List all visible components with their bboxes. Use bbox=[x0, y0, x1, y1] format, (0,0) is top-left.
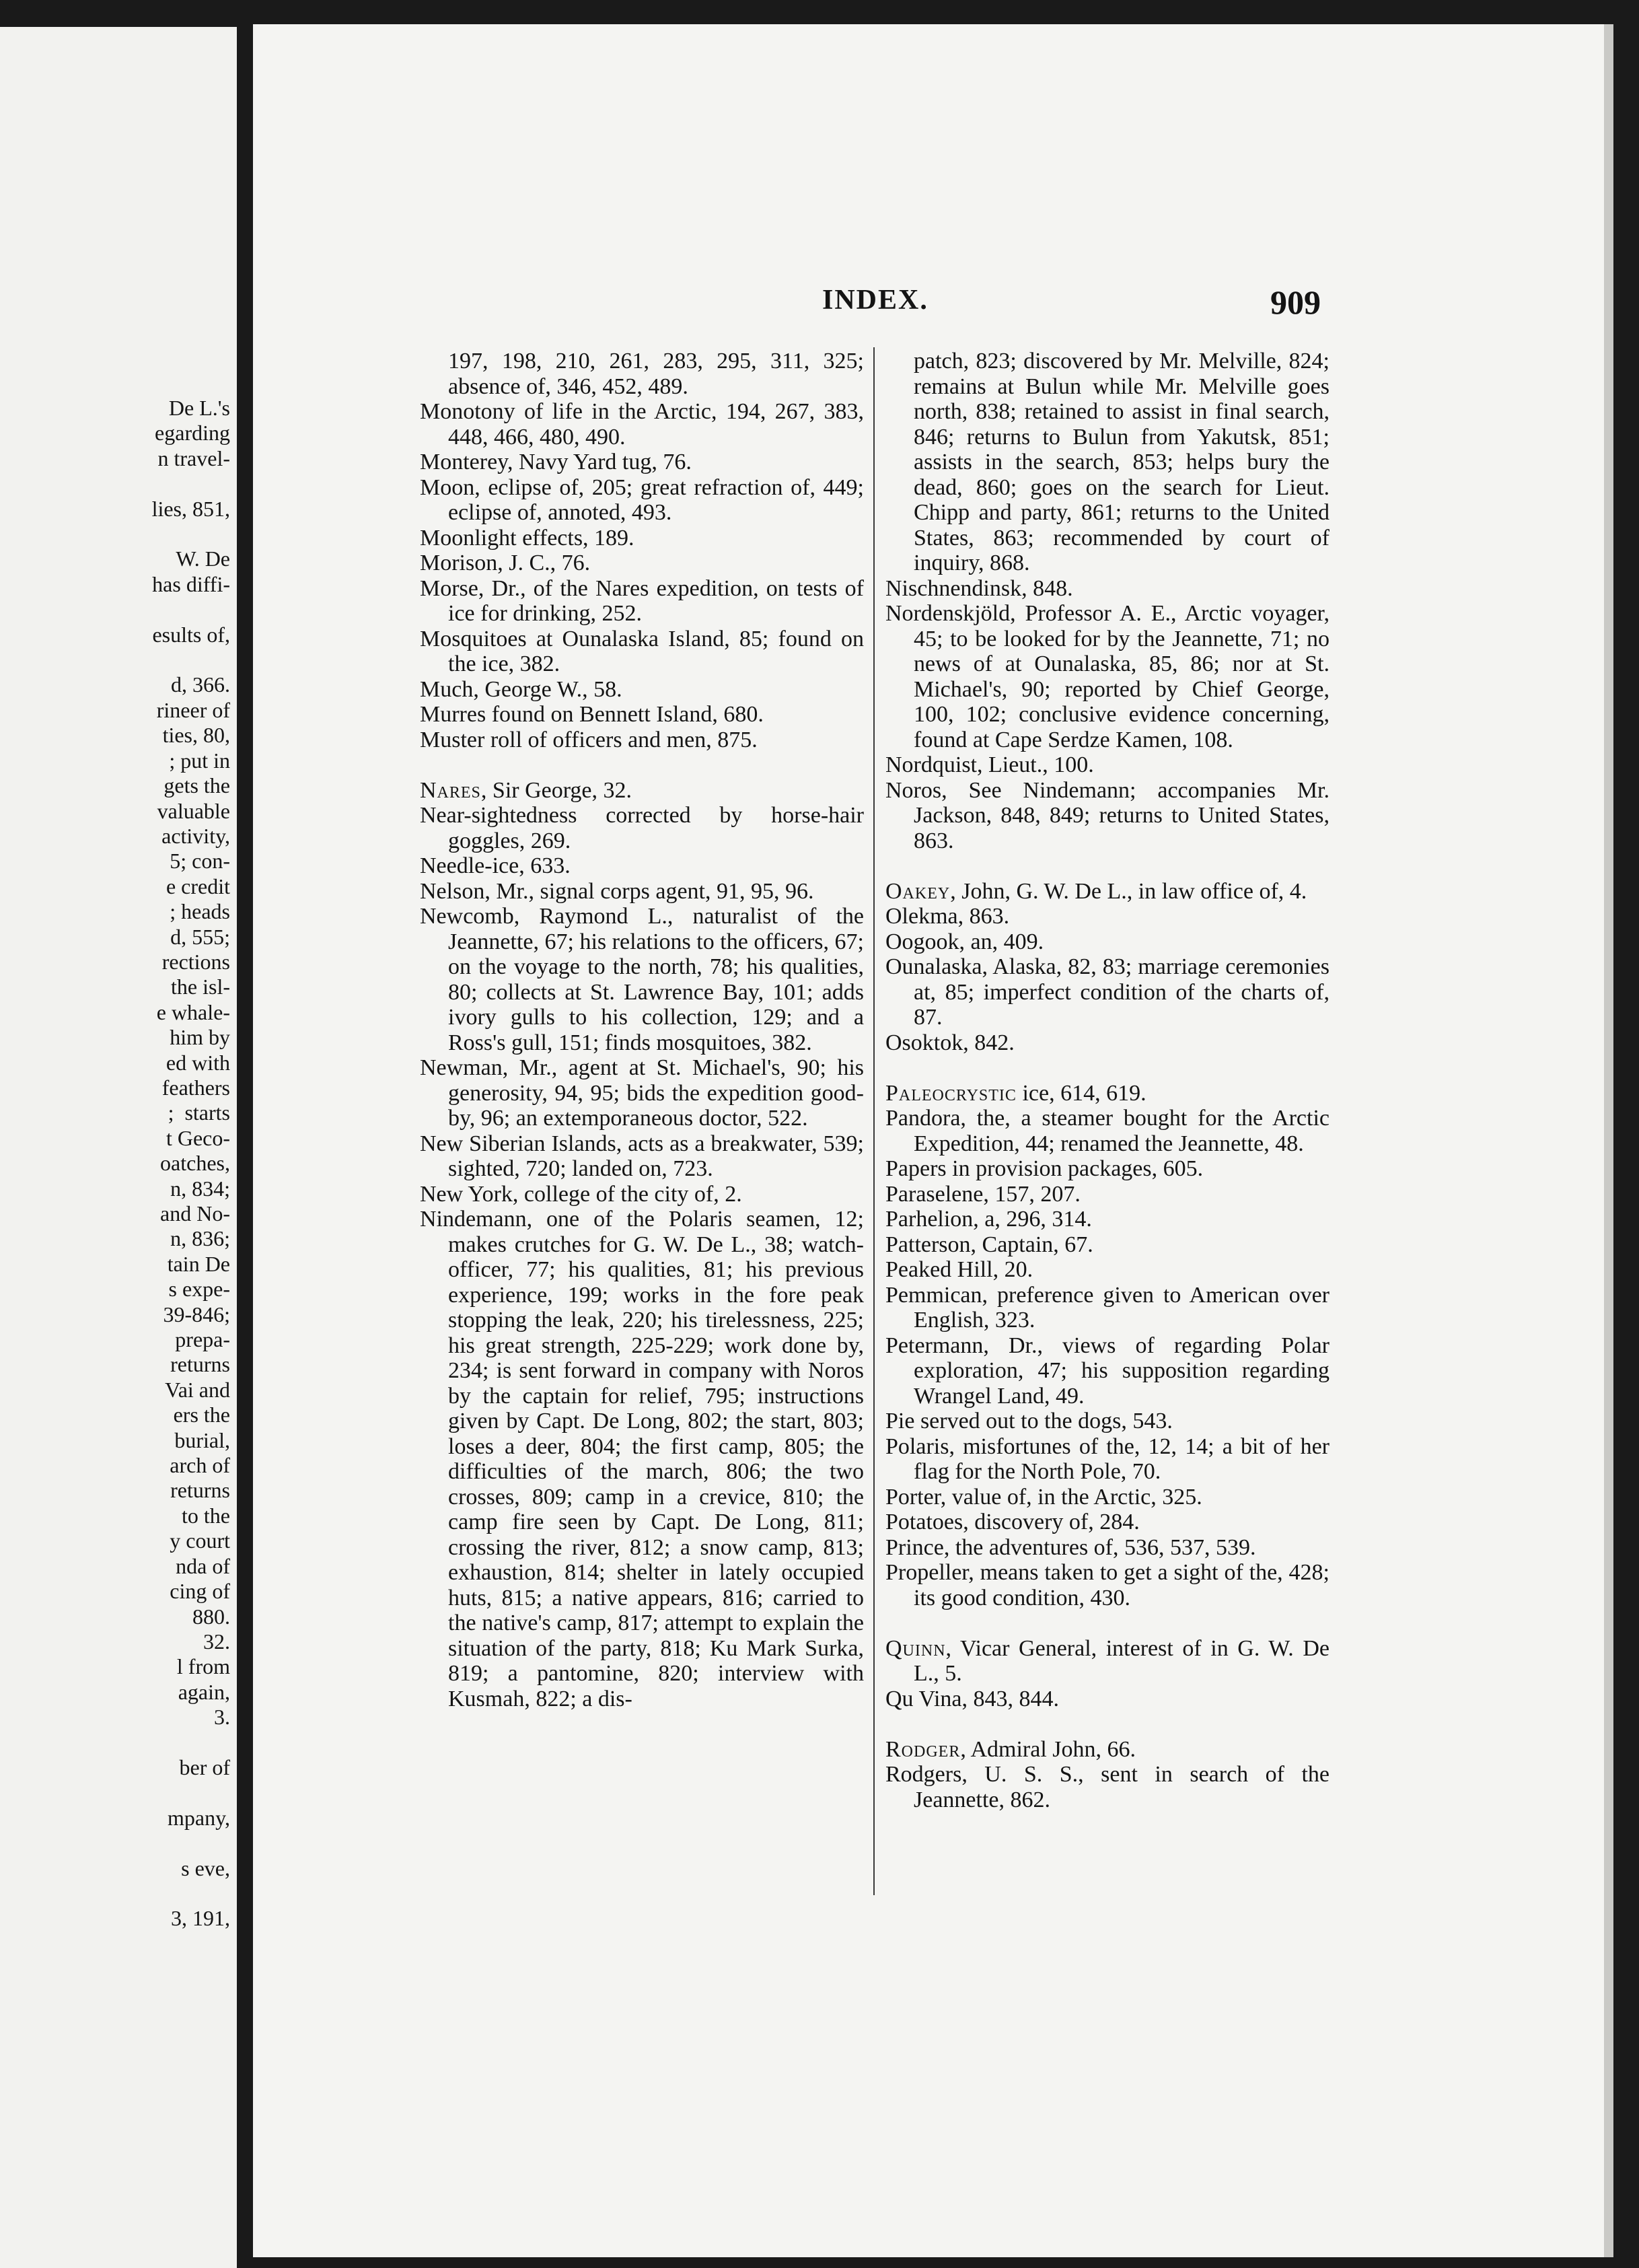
page-title: INDEX. bbox=[822, 285, 928, 316]
entry-heading: Rodger bbox=[885, 1736, 961, 1762]
index-entry: Mosquitoes at Ounalaska Island, 85; found on the ice, 382. bbox=[420, 626, 864, 676]
index-entry: Morse, Dr., of the Nares expedition, on tests of ice for drinking, 252. bbox=[420, 575, 864, 626]
section-gap bbox=[885, 1711, 1330, 1737]
section-gap bbox=[420, 752, 864, 778]
index-entry: Potatoes, discovery of, 284. bbox=[885, 1510, 1140, 1534]
index-entry: Nordquist, Lieut., 100. bbox=[885, 752, 1094, 777]
index-entry bbox=[885, 1737, 1330, 1763]
index-entry: Pie served out to the dogs, 543. bbox=[885, 1409, 1173, 1433]
entry-text: ice, 614, 619. bbox=[1016, 1080, 1146, 1106]
index-entry: Nindemann, one of the Polaris seamen, 12; makes crutches for G. W. De L., 38; watch-officer, 77; his qualities, 81; his previous experience, 199; works in the fore peak stopping the leak, 220; his tirelessness, 225; his great strength, 225-229; work done by, 234; is sent forward in company with Noros by the captain for relief, 795; instructions given by Capt. De Long, 802; the start, 803; loses a deer, 804; the first camp, 805; the difficulties of the march, 806; the two crosses, 809; camp in a crevice, 810; the camp fire seen by Capt. De Long, 811; crossing the river, 812; a snow camp, 813; exhaustion, 814; shelter in lately occupied huts, 815; a native appears, 816; carried to the native's camp, 817; attempt to explain the situation of the party, 818; Ku Mark Surka, 819; a pantomine, 820; interview with Kusmah, 822; a dis- bbox=[420, 1207, 864, 1711]
index-entry: Qu Vina, 843, 844. bbox=[885, 1686, 1059, 1711]
index-entry: Monotony of life in the Arctic, 194, 267, 383, 448, 466, 480, 490. bbox=[420, 399, 864, 450]
index-entry: Nischnendinsk, 848. bbox=[885, 575, 1073, 601]
index-entry: 197, 198, 210, 261, 283, 295, 311, 325; absence of, 346, 452, 489. bbox=[448, 349, 864, 399]
index-entry: Nordenskjöld, Professor A. E., Arctic voyager, 45; to be looked for by the Jeannette, 71; no news of at Ounalaska, 85, 86; nor at St. Michael's, 90; reported by Chief George, 100, 102; conclusive evidence concerning, found at Cape Serdze Kamen, 108. bbox=[885, 601, 1330, 752]
index-entry: Petermann, Dr., views of regarding Polar exploration, 47; his supposition regarding Wrangel Land, 49. bbox=[885, 1333, 1330, 1409]
index-entry: Olekma, 863. bbox=[885, 904, 1010, 929]
index-entry bbox=[885, 1636, 1330, 1687]
entry-text: , Admiral John, 66. bbox=[960, 1736, 1136, 1762]
entry-text: , Vicar General, interest of in G. W. De L., 5. bbox=[914, 1635, 1330, 1686]
entry-heading: Oakey bbox=[885, 878, 951, 904]
index-entry bbox=[420, 778, 864, 804]
index-entry: Parhelion, a, 296, 314. bbox=[885, 1207, 1092, 1232]
index-entry: Murres found on Bennett Island, 680. bbox=[420, 702, 764, 727]
index-entry bbox=[885, 1081, 1330, 1106]
index-column-left bbox=[420, 349, 864, 1711]
section-gap bbox=[885, 853, 1330, 879]
index-entry bbox=[885, 879, 1330, 905]
left-page-edge bbox=[0, 27, 237, 2268]
index-entry: Rodgers, U. S. S., sent in search of the Jeannette, 862. bbox=[885, 1762, 1330, 1812]
index-entry: Nelson, Mr., signal corps agent, 91, 95, 96. bbox=[420, 878, 814, 904]
index-entry: patch, 823; discovered by Mr. Melville, 824; remains at Bulun while Mr. Melville goes north, 838; retained to assist in final search, 846; returns to Bulun from Yakutsk, 851; assists in the search, 853; helps bury the dead, 860; goes on the search for Lieut. Chipp and party, 861; returns to the United States, 863; recommended by court of inquiry, 868. bbox=[914, 349, 1330, 575]
index-entry: Oogook, an, 409. bbox=[885, 929, 1044, 954]
index-entry: Ounalaska, Alaska, 82, 83; marriage ceremonies at, 85; imperfect condition of the charts of, 87. bbox=[885, 954, 1330, 1030]
index-entry: Monterey, Navy Yard tug, 76. bbox=[420, 450, 692, 474]
index-entry: Peaked Hill, 20. bbox=[885, 1257, 1033, 1282]
entry-text: , John, G. W. De L., in law office of, 4. bbox=[950, 878, 1307, 904]
index-entry: Papers in provision packages, 605. bbox=[885, 1156, 1204, 1181]
entry-heading: Quinn bbox=[885, 1635, 946, 1661]
entry-heading: Paleocrystic bbox=[885, 1080, 1017, 1106]
index-entry: New York, college of the city of, 2. bbox=[420, 1181, 742, 1207]
column-divider bbox=[873, 347, 875, 1895]
index-entry: Morison, J. C., 76. bbox=[420, 551, 591, 575]
index-entry: Propeller, means taken to get a sight of the, 428; its good condition, 430. bbox=[885, 1560, 1330, 1610]
index-entry: Moon, eclipse of, 205; great refraction of, 449; eclipse of, annoted, 493. bbox=[420, 474, 864, 525]
index-entry: Muster roll of officers and men, 875. bbox=[420, 727, 758, 752]
section-gap bbox=[885, 1610, 1330, 1636]
index-entry: Pemmican, preference given to American over English, 323. bbox=[885, 1282, 1330, 1333]
index-entry: Osoktok, 842. bbox=[885, 1030, 1015, 1055]
left-page-text: De L.'s egarding n travel- lies, 851, W. De has diffi- esults of, d, 366. rineer of ties, 80, ; put in gets the valuable activity, 5; con- e credit ; heads d, 555; rections the isl- e whale- him by ed with feathers ; starts t Geco- oatches, n, 834; and No- n, 836; tain De s expe- 39-846; prepa- returns Vai and ers the burial, arch of returns to the y court nda of cing of 880. 32. l from again, 3. ber of mpany, s eve, 3, 191, bbox=[151, 396, 230, 1931]
index-entry: Near-sightedness corrected by horse-hair goggles, 269. bbox=[420, 803, 864, 853]
index-entry: New Siberian Islands, acts as a breakwater, 539; sighted, 720; landed on, 723. bbox=[420, 1131, 864, 1181]
index-entry: Noros, See Nindemann; accompanies Mr. Jackson, 848, 849; returns to United States, 863. bbox=[885, 777, 1330, 853]
index-entry: Needle-ice, 633. bbox=[420, 853, 571, 878]
entry-heading: Nares bbox=[420, 777, 481, 803]
index-entry: Newman, Mr., agent at St. Michael's, 90; his generosity, 94, 95; bids the expedition good-by, 96; an extemporaneous doctor, 522. bbox=[420, 1055, 864, 1131]
index-entry: Moonlight effects, 189. bbox=[420, 525, 634, 551]
index-entry: Much, George W., 58. bbox=[420, 676, 622, 702]
index-entry: Polaris, misfortunes of the, 12, 14; a bit of her flag for the North Pole, 70. bbox=[885, 1433, 1330, 1484]
index-entry: Prince, the adventures of, 536, 537, 539. bbox=[885, 1534, 1256, 1560]
index-column-right bbox=[885, 349, 1330, 1812]
entry-text: , Sir George, 32. bbox=[480, 777, 632, 803]
index-entry: Pandora, the, a steamer bought for the Arctic Expedition, 44; renamed the Jeannette, 48. bbox=[885, 1106, 1330, 1156]
section-gap bbox=[885, 1055, 1330, 1081]
page-number: 909 bbox=[1270, 283, 1321, 321]
index-entry: Porter, value of, in the Arctic, 325. bbox=[885, 1484, 1202, 1510]
index-entry: Newcomb, Raymond L., naturalist of the Jeannette, 67; his relations to the officers, 67; on the voyage to the north, 78; his qualities, 80; collects at St. Lawrence Bay, 101; adds ivory gulls to his collection, 129; and a Ross's gull, 151; finds mosquitoes, 382. bbox=[420, 904, 864, 1055]
index-entry: Paraselene, 157, 207. bbox=[885, 1181, 1081, 1207]
index-entry: Patterson, Captain, 67. bbox=[885, 1232, 1093, 1257]
